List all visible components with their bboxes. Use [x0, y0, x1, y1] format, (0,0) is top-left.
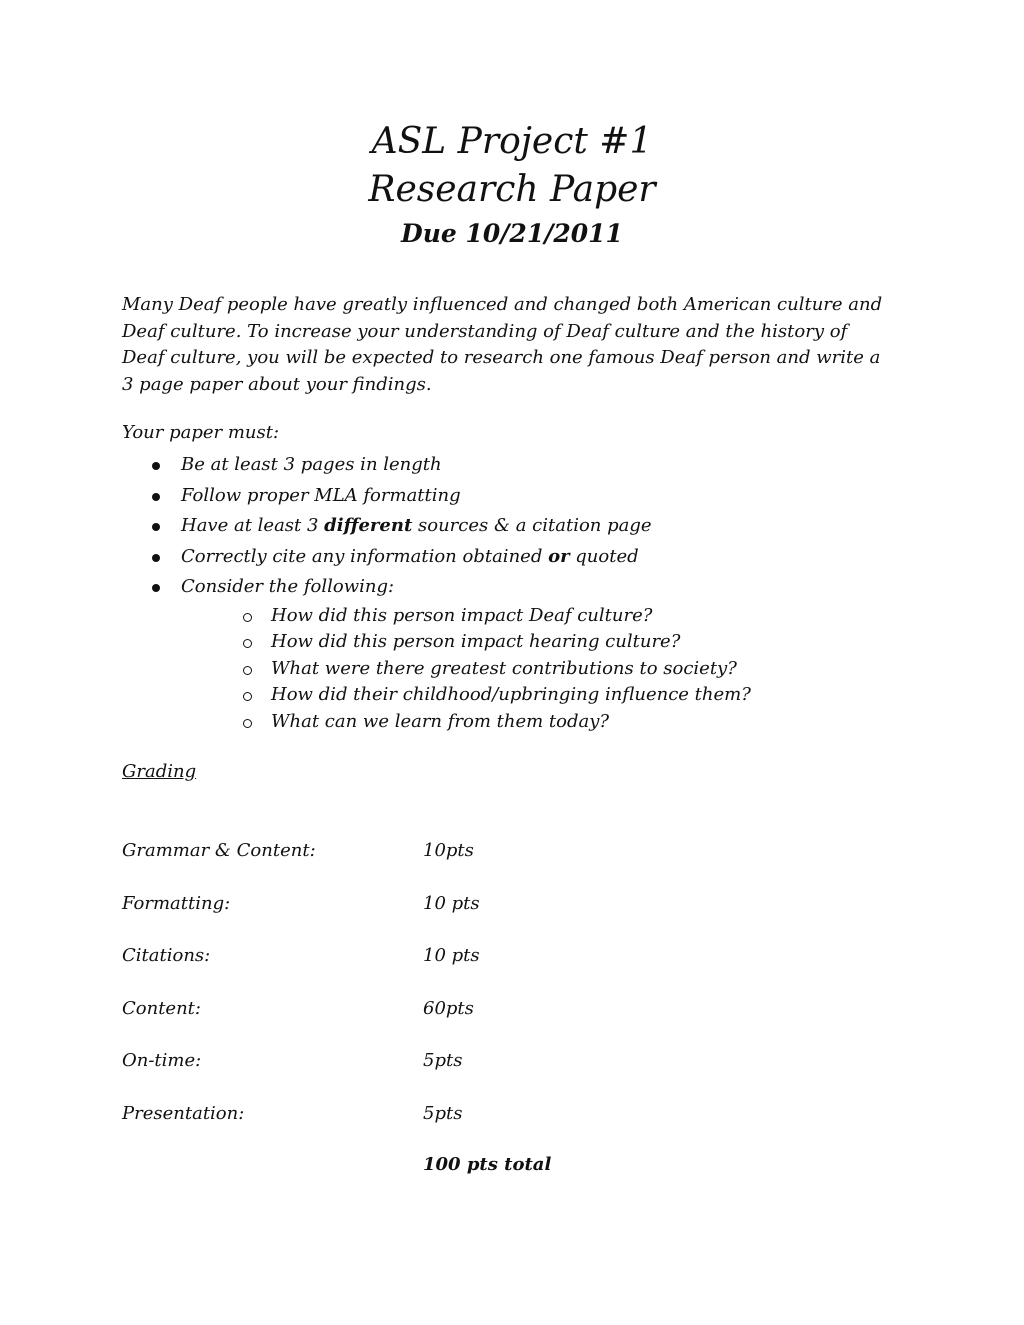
grade-category: Formatting: — [122, 892, 231, 914]
list-item — [239, 656, 870, 683]
list-item — [150, 542, 870, 573]
list-item — [239, 629, 870, 656]
list-item — [150, 450, 870, 481]
question-text: How did this person impact Deaf culture? — [271, 604, 653, 626]
bullet-icon — [152, 584, 160, 592]
question-text: What can we learn from them today? — [271, 710, 610, 732]
grade-category: Grammar & Content: — [122, 840, 316, 861]
bullet-icon — [152, 554, 160, 562]
grade-total: 100 pts total — [423, 1154, 552, 1175]
list-item — [150, 511, 870, 542]
due-date: Due 10/21/2011 — [401, 219, 623, 248]
grade-points: 10pts — [423, 840, 474, 861]
requirement-text-start: Have at least 3 — [181, 515, 325, 537]
hollow-bullet-icon — [243, 613, 252, 622]
bullet-icon — [152, 523, 160, 531]
requirement-emphasis: or — [548, 545, 570, 567]
grade-points: 5pts — [423, 1050, 463, 1071]
grade-points: 10 pts — [423, 892, 480, 914]
hollow-bullet-icon — [243, 666, 252, 675]
requirement-text-end: quoted — [569, 545, 639, 567]
grade-category: Content: — [122, 997, 201, 1019]
intro-paragraph: Many Deaf people have greatly influenced and changed both American culture and Deaf culture. To increase your understanding of Deaf culture and the history of Deaf culture, you will be expected to research one famous Deaf person and write a 3 page paper about your findings. — [122, 294, 883, 395]
grading-heading: Grading — [122, 761, 197, 782]
list-item — [239, 709, 870, 736]
title-block — [0, 118, 1024, 254]
question-text: How did this person impact hearing culture? — [271, 631, 681, 653]
question-text: How did their childhood/upbringing influence them? — [271, 684, 751, 706]
grade-points: 60pts — [423, 997, 474, 1019]
requirement-text: Consider the following: — [181, 576, 395, 598]
requirements-list — [150, 450, 870, 735]
questions-list — [181, 603, 870, 736]
grade-points: 10 pts — [423, 945, 480, 966]
requirement-text: Follow proper MLA formatting — [181, 484, 461, 506]
hollow-bullet-icon — [243, 719, 252, 728]
project-subtitle: Research Paper — [368, 169, 656, 210]
requirements-label: Your paper must: — [122, 422, 280, 443]
question-text: What were there greatest contributions to society? — [271, 657, 737, 679]
grade-category: On-time: — [122, 1050, 202, 1071]
grade-points: 5pts — [423, 1102, 463, 1124]
requirement-emphasis: different — [324, 515, 413, 537]
requirement-text-start: Correctly cite any information obtained — [181, 545, 549, 567]
list-item — [239, 603, 870, 630]
list-item — [239, 682, 870, 709]
requirement-text-end: sources & a citation page — [412, 515, 652, 537]
hollow-bullet-icon — [243, 692, 252, 701]
bullet-icon — [152, 493, 160, 501]
list-item — [150, 481, 870, 512]
hollow-bullet-icon — [243, 639, 252, 648]
project-title: ASL Project #1 — [371, 121, 653, 162]
bullet-icon — [152, 462, 160, 470]
grade-category: Presentation: — [122, 1102, 245, 1124]
requirement-text: Be at least 3 pages in length — [181, 454, 442, 475]
list-item — [150, 572, 870, 735]
grade-category: Citations: — [122, 945, 211, 966]
